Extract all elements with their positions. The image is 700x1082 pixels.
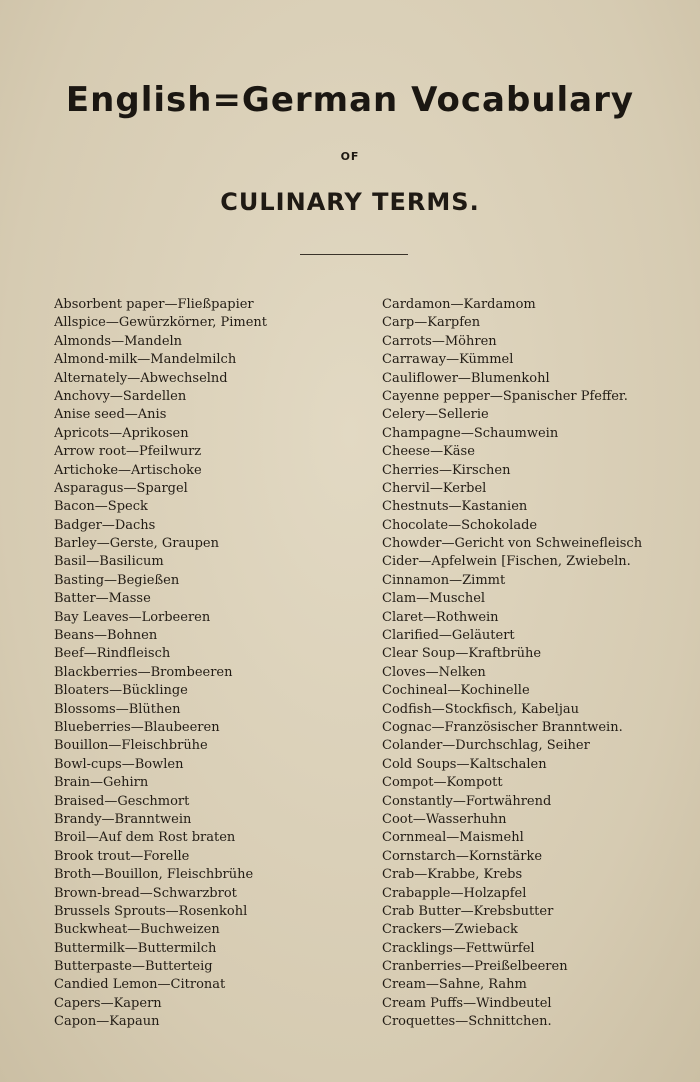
vocabulary-entry: Carraway—Kümmel: [382, 352, 514, 368]
vocabulary-entry: Cracklings—Fettwürfel: [382, 940, 535, 956]
vocabulary-entry: Crab—Krabbe, Krebs: [382, 867, 523, 883]
vocabulary-entry: Crab Butter—Krebsbutter: [382, 903, 554, 919]
vocabulary-entry: Beans—Bohnen: [54, 628, 158, 644]
vocabulary-entry: Candied Lemon—Citronat: [54, 977, 226, 993]
vocabulary-entry: Bacon—Speck: [54, 499, 148, 515]
vocabulary-entry: Brain—Gehirn: [54, 775, 149, 791]
vocabulary-entry: Bowl-cups—Bowlen: [54, 756, 184, 772]
vocabulary-entry: Chowder—Gericht von Schweinefleisch: [382, 536, 643, 552]
vocabulary-entry: Chocolate—Schokolade: [382, 517, 538, 533]
vocabulary-entry: Cornmeal—Maismehl: [382, 830, 524, 846]
vocabulary-entry: Clarified—Geläutert: [382, 628, 515, 644]
vocabulary-entry: Chervil—Kerbel: [382, 480, 487, 496]
vocabulary-entry: Cranberries—Preißelbeeren: [382, 959, 568, 975]
vocabulary-entry: Barley—Gerste, Graupen: [54, 536, 219, 552]
vocabulary-entry: Anise seed—Anis: [54, 407, 167, 423]
vocabulary-entry: Brandy—Branntwein: [54, 811, 192, 827]
vocabulary-entry: Cold Soups—Kaltschalen: [382, 756, 547, 772]
vocabulary-entry: Capers—Kapern: [54, 995, 162, 1011]
vocabulary-entry: Arrow root—Pfeilwurz: [54, 444, 202, 460]
vocabulary-entry: Colander—Durchschlag, Seiher: [382, 738, 590, 754]
vocabulary-entry: Alternately—Abwechselnd: [54, 370, 228, 386]
vocabulary-entry: Croquettes—Schnittchen.: [382, 1014, 552, 1030]
vocabulary-entry: Cayenne pepper—Spanischer Pfeffer.: [382, 388, 628, 404]
vocabulary-entry: Celery—Sellerie: [382, 407, 489, 423]
vocabulary-entry: Cider—Apfelwein [Fischen, Zwiebeln.: [382, 554, 631, 570]
vocabulary-entry: Carrots—Möhren: [382, 333, 497, 349]
vocabulary-entry: Cinnamon—Zimmt: [382, 572, 506, 588]
vocabulary-entry: Almonds—Mandeln: [54, 333, 183, 349]
vocabulary-entry: Bay Leaves—Lorbeeren: [54, 609, 211, 625]
vocabulary-entry: Brown-bread—Schwarzbrot: [54, 885, 237, 901]
vocabulary-entry: Carp—Karpfen: [382, 315, 481, 331]
vocabulary-entry: Blueberries—Blaubeeren: [54, 719, 220, 735]
vocabulary-entry: Basil—Basilicum: [54, 554, 164, 570]
page-subtitle: CULINARY TERMS.: [220, 188, 480, 216]
vocabulary-entry: Braised—Geschmort: [54, 793, 190, 809]
vocabulary-entry: Absorbent paper—Fließpapier: [54, 297, 254, 312]
vocabulary-entry: Blackberries—Brombeeren: [54, 664, 233, 680]
vocabulary-entry: Apricots—Aprikosen: [54, 425, 189, 441]
vocabulary-entry: Cardamon—Kardamom: [382, 297, 536, 312]
vocabulary-entry: Allspice—Gewürzkörner, Piment: [54, 315, 268, 331]
vocabulary-entry: Crabapple—Holzapfel: [382, 885, 527, 901]
vocabulary-entry: Bloaters—Bücklinge: [54, 683, 188, 699]
page-title: English=German Vocabulary: [65, 80, 635, 120]
vocabulary-entry: Asparagus—Spargel: [54, 480, 188, 496]
vocabulary-entry: Cream—Sahne, Rahm: [382, 977, 527, 993]
vocabulary-entry: Clear Soup—Kraftbrühe: [382, 646, 542, 662]
vocabulary-entry: Compot—Kompott: [382, 775, 503, 791]
vocabulary-entry: Cochineal—Kochinelle: [382, 683, 530, 699]
vocabulary-entry: Cherries—Kirschen: [382, 462, 511, 478]
vocabulary-entry: Constantly—Fortwährend: [382, 793, 552, 809]
vocabulary-entry: Coot—Wasserhuhn: [382, 811, 507, 827]
vocabulary-entry: Cream Puffs—Windbeutel: [382, 995, 552, 1011]
vocabulary-entry: Beef—Rindfleisch: [54, 646, 171, 662]
vocabulary-entry: Cognac—Französischer Branntwein.: [382, 719, 623, 735]
vocabulary-entry: Anchovy—Sardellen: [54, 388, 187, 404]
vocabulary-entry: Chestnuts—Kastanien: [382, 499, 528, 515]
vocabulary-entry: Cloves—Nelken: [382, 664, 486, 680]
vocabulary-entry: Brussels Sprouts—Rosenkohl: [54, 903, 248, 919]
vocabulary-entry: Artichoke—Artischoke: [54, 462, 202, 478]
vocabulary-entry: Champagne—Schaumwein: [382, 425, 559, 441]
vocabulary-right-column: [382, 296, 682, 1032]
vocabulary-entry: Brook trout—Forelle: [54, 848, 190, 864]
vocabulary-entry: Basting—Begießen: [54, 572, 180, 588]
vocabulary-entry: Capon—Kapaun: [54, 1014, 160, 1030]
vocabulary-left-column: [54, 296, 354, 1032]
vocabulary-entry: Broil—Auf dem Rost braten: [54, 830, 236, 846]
vocabulary-entry: Buttermilk—Buttermilch: [54, 940, 217, 956]
vocabulary-entry: Cornstarch—Kornstärke: [382, 848, 543, 864]
vocabulary-entry: Batter—Masse: [54, 591, 151, 607]
vocabulary-entry: Codfish—Stockfisch, Kabeljau: [382, 701, 579, 717]
vocabulary-entry: Buckwheat—Buchweizen: [54, 922, 220, 938]
vocabulary-entry: Badger—Dachs: [54, 517, 156, 533]
vocabulary-entry: Blossoms—Blüthen: [54, 701, 181, 717]
vocabulary-entry: Claret—Rothwein: [382, 609, 499, 625]
vocabulary-entry: Cauliflower—Blumenkohl: [382, 370, 550, 386]
vocabulary-entry: Broth—Bouillon, Fleischbrühe: [54, 867, 254, 883]
vocabulary-entry: Almond-milk—Mandelmilch: [54, 352, 237, 368]
vocabulary-entry: Crackers—Zwieback: [382, 922, 518, 938]
title-connector: OF: [340, 150, 360, 163]
vocabulary-entry: Clam—Muschel: [382, 591, 486, 607]
divider-rule: [300, 254, 408, 255]
vocabulary-entry: Cheese—Käse: [382, 444, 475, 460]
vocabulary-entry: Butterpaste—Butterteig: [54, 959, 213, 975]
vocabulary-entry: Bouillon—Fleischbrühe: [54, 738, 208, 754]
